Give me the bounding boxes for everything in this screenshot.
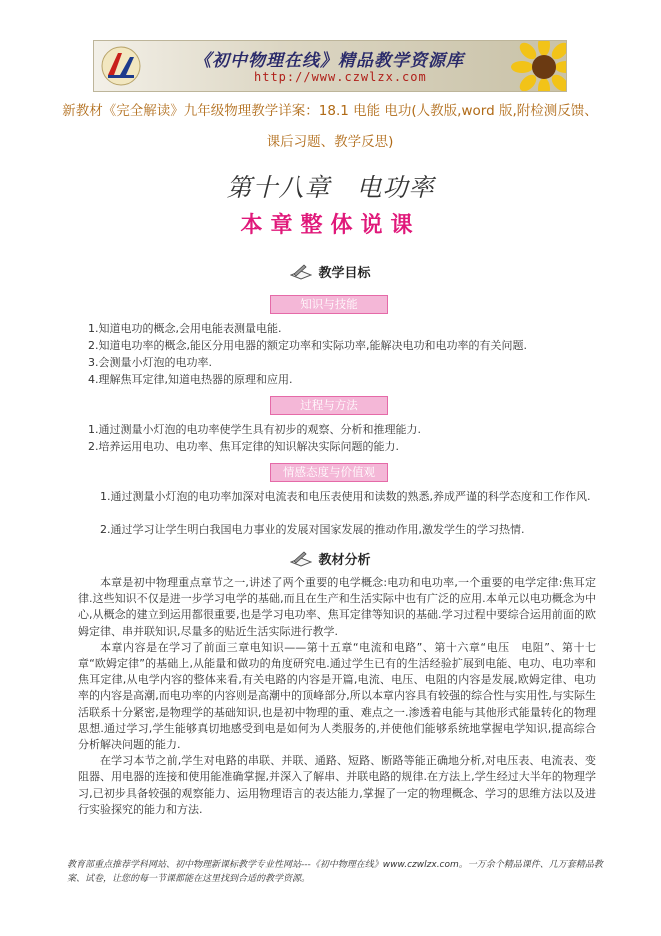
analysis-body xyxy=(78,575,596,818)
banner-url[interactable]: http://www.czwlzx.com xyxy=(254,70,427,84)
analysis-paragraph: 在学习本节之前,学生对电路的串联、并联、通路、短路、断路等能正确地分析,对电压表、电流表、变阻器、用电器的连接和使用能准确掌握,并深入了解串、并联电路的规律.在方法上,学生经过大半年的物理学习,已初步具备较强的观察能力、运用物理语言的表达能力,掌握了一定的物理概念、学习的思维方法以及进行实验探究的能力和方法. xyxy=(78,754,596,816)
material-analysis-label: 教材分析 xyxy=(318,553,371,568)
process-item: 1.通过测量小灯泡的电功率使学生具有初步的观察、分析和推理能力. xyxy=(88,423,421,436)
sunflower-icon xyxy=(504,40,567,92)
attitude-item-text: 2.通过学习让学生明白我国电力事业的发展对国家发展的推动作用,激发学生的学习热情. xyxy=(100,523,525,536)
analysis-paragraph: 本章内容是在学习了前面三章电知识——第十五章“电流和电路”、第十六章“电压 电阻”、第十七章“欧姆定律”的基础上,从能量和做功的角度研究电.通过学生已有的生活经验扩展到电能、电功、电功率和焦耳定律,从电学内容的整体来看,有关电路的内容是开篇,电流、电压、电阻的内容是发展,欧姆定律、电功率的内容是高潮,而电功率的内容则是高潮中的顶峰部分,所以本章内容具有较强的综合性与实用性,与实际生活联系十分紧密,是物理学的基础知识,也是初中物理的重、难点之一.渗透着电能与其他形式能量转化的物理思想.通过学习,学生能够真切地感受到电是如何为人类服务的,并使他们能够系统地掌握电学知识,提高综合分析解决问题的能力. xyxy=(78,640,596,752)
teaching-goals-heading xyxy=(0,262,661,281)
header-banner xyxy=(93,40,567,92)
attitude-item xyxy=(78,522,596,538)
process-method-label: 过程与方法 xyxy=(270,396,388,415)
pen-book-icon xyxy=(290,551,312,567)
attitude-item-text: 1.通过测量小灯泡的电功率加深对电流表和电压表使用和读数的熟悉,养成严谨的科学态度和工作作风. xyxy=(100,490,591,503)
knowledge-item: 3.会测量小灯泡的电功率. xyxy=(88,356,212,369)
teaching-goals-label: 教学目标 xyxy=(318,266,371,281)
knowledge-item: 4.理解焦耳定律,知道电热器的原理和应用. xyxy=(88,373,293,386)
attitude-item xyxy=(78,489,596,505)
document-title: 新教材《完全解读》九年级物理教学详案：18.1 电能 电功(人教版,word 版,附检测反馈、课后习题、教学反思) xyxy=(62,103,598,150)
knowledge-item: 2.知道电功率的概念,能区分用电器的额定功率和实际功率,能解决电功和电功率的有关问题. xyxy=(88,339,527,352)
material-analysis-heading xyxy=(0,549,661,568)
banner-title: 《初中物理在线》精品教学资源库 xyxy=(194,51,464,71)
attitude-values-label: 情感态度与价值观 xyxy=(270,463,388,482)
pen-book-icon xyxy=(290,264,312,280)
chapter-title: 第十八章 电功率 xyxy=(226,173,435,202)
knowledge-item: 1.知道电功的概念,会用电能表测量电能. xyxy=(88,322,282,335)
knowledge-skills-label: 知识与技能 xyxy=(270,295,388,314)
analysis-paragraph: 本章是初中物理重点章节之一,讲述了两个重要的电学概念:电功和电功率,一个重要的电学定律:焦耳定律.这些知识不仅是进一步学习电学的基础,而且在生产和生活实际中也有广泛的应用.本单元以电功概念为中心,从概念的建立到运用都很重要,也是学习电功率、焦耳定律等知识的基础.学习过程中要综合运用前面的欧姆定律、串并联知识,尽量多的贴近生活实际进行教学. xyxy=(78,576,596,638)
unit-title: 本章整体说课 xyxy=(240,213,421,238)
process-item: 2.培养运用电功、电功率、焦耳定律的知识解决实际问题的能力. xyxy=(88,440,399,453)
site-logo-icon xyxy=(100,45,142,87)
page-footer: 教育部重点推荐学科网站、初中物理新课标教学专业性网站---《初中物理在线》www.czwlzx.com。一万余个精品课件、几万套精品教案、试卷，让您的每一节课都能在这里找到合适的教学资源。 xyxy=(67,860,603,884)
